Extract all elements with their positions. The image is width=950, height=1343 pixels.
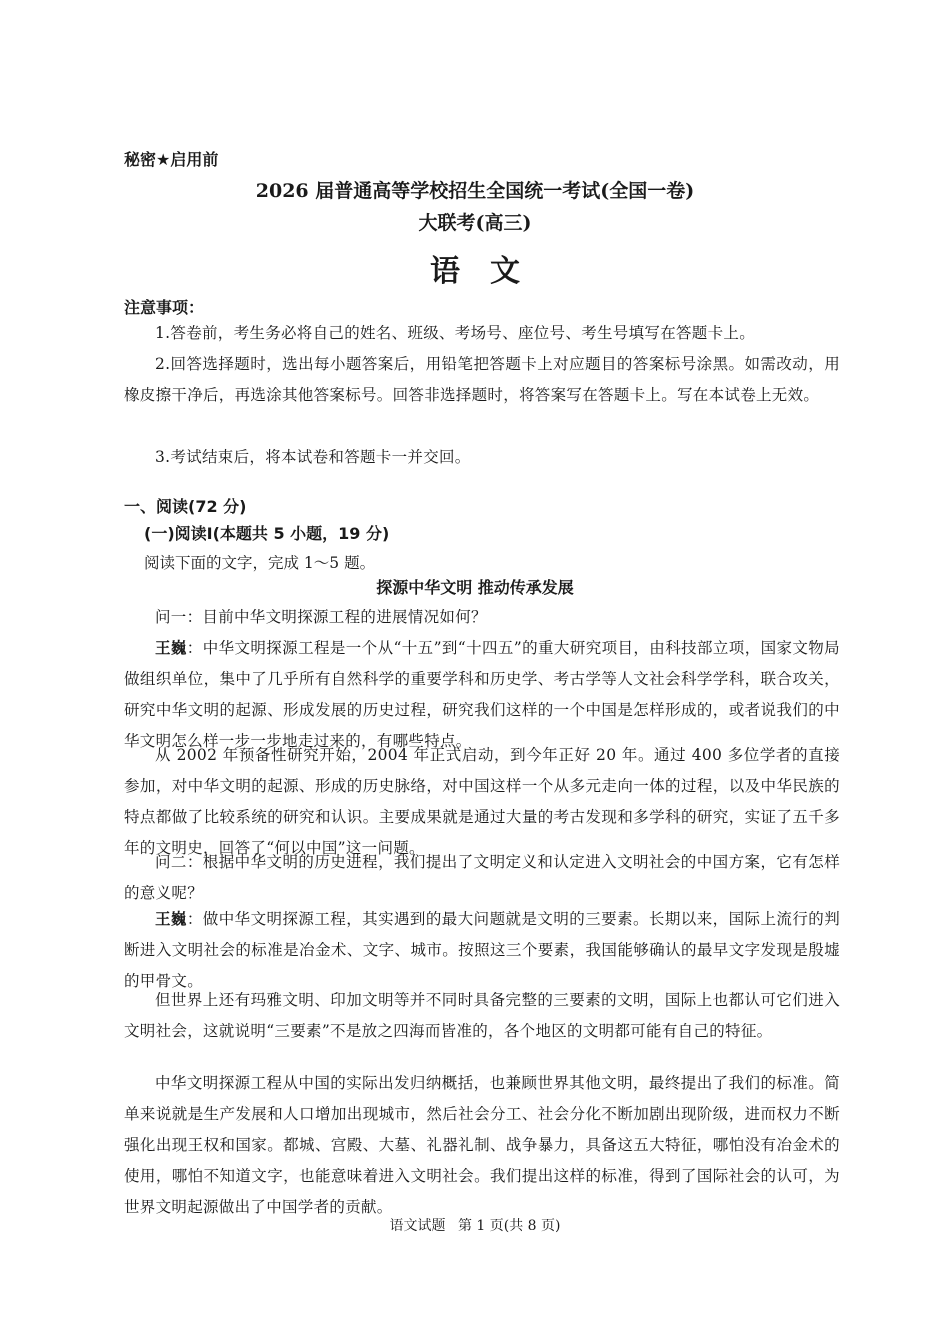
notice-item-2: 2.回答选择题时，选出每小题答案后，用铅笔把答题卡上对应题目的答案标号涂黑。如需改动，用橡皮擦干净后，再选涂其他答案标号。回答非选择题时，将答案写在答题卡上。写在本试卷上无效。	[124, 355, 840, 404]
answer-2-paragraph-1	[124, 904, 840, 997]
subsection-heading: (一)阅读Ⅰ(本题共 5 小题，19 分)	[144, 524, 390, 543]
reading-instruction: 阅读下面的文字，完成 1～5 题。	[144, 554, 376, 572]
answer-2-paragraph-2: 但世界上还有玛雅文明、印加文明等并不同时具备完整的三要素的文明，国际上也都认可它们进入文明社会，这就说明“三要素”不是放之四海而皆准的，各个地区的文明都可能有自己的特征。	[124, 991, 840, 1040]
answer-1-paragraph-1	[124, 633, 840, 757]
answer-2-paragraph-3: 中华文明探源工程从中国的实际出发归纳概括，也兼顾世界其他文明，最终提出了我们的标准。简单来说就是生产发展和人口增加出现城市，然后社会分工、社会分化不断加剧出现阶级，进而权力不断强化出现王权和国家。都城、宫殿、大墓、礼器礼制、战争暴力，具备这五大特征，哪怕没有冶金术的使用，哪怕不知道文字，也能意味着进入文明社会。我们提出这样的标准，得到了国际社会的认可，为世界文明起源做出了中国学者的贡献。	[124, 1074, 840, 1216]
question-1: 问一：目前中华文明探源工程的进展情况如何？	[155, 608, 487, 626]
page-footer	[0, 1215, 950, 1235]
confidential-mark: 秘密★启用前	[124, 150, 219, 169]
article-title: 探源中华文明 推动传承发展	[376, 578, 574, 597]
notice-heading: 注意事项：	[124, 298, 205, 317]
speaker-name: 王巍	[155, 910, 187, 928]
subject-title: 语文	[430, 254, 550, 289]
question-2: 问二：根据中华文明的历史进程，我们提出了文明定义和认定进入文明社会的中国方案，它有怎样的意义呢？	[124, 853, 840, 902]
section-heading: 一、阅读(72 分)	[124, 497, 247, 516]
notice-item-3: 3.考试结束后，将本试卷和答题卡一并交回。	[155, 448, 471, 466]
footer-page-number: 第 1 页(共 8 页)	[457, 1218, 561, 1234]
answer-2-text: ：做中华文明探源工程，其实遇到的最大问题就是文明的三要素。长期以来，国际上流行的判断进入文明社会的标准是冶金术、文字、城市。按照这三个要素，我国能够确认的最早文字发现是殷墟的甲骨文。	[124, 910, 840, 990]
speaker-name: 王巍	[155, 639, 187, 657]
exam-title: 2026 届普通高等学校招生全国统一考试(全国一卷)	[255, 180, 695, 202]
answer-1-text: ：中华文明探源工程是一个从“十五”到“十四五”的重大研究项目，由科技部立项，国家文物局做组织单位，集中了几乎所有自然科学的重要学科和历史学、考古学等人文社会科学学科，联合攻关，研究中华文明的起源、形成发展的历史过程，研究我们这样的一个中国是怎样形成的，或者说我们的中华文明怎么样一步一步地走过来的，有哪些特点。	[124, 639, 840, 750]
notice-item-1: 1.答卷前，考生务必将自己的姓名、班级、考场号、座位号、考生号填写在答题卡上。	[155, 324, 755, 342]
exam-subtitle: 大联考(高三)	[418, 212, 532, 234]
answer-1-paragraph-2: 从 2002 年预备性研究开始，2004 年正式启动，到今年正好 20 年。通过 400 多位学者的直接参加，对中华文明的起源、形成的历史脉络，对中国这样一个从多元走向一体的过程，以及中华民族的特点都做了比较系统的研究和认识。主要成果就是通过大量的考古发现和多学科的研究，实证了五千多年的文明史，回答了“何以中国”这一问题。	[124, 746, 840, 857]
footer-subject: 语文试题	[389, 1218, 446, 1234]
